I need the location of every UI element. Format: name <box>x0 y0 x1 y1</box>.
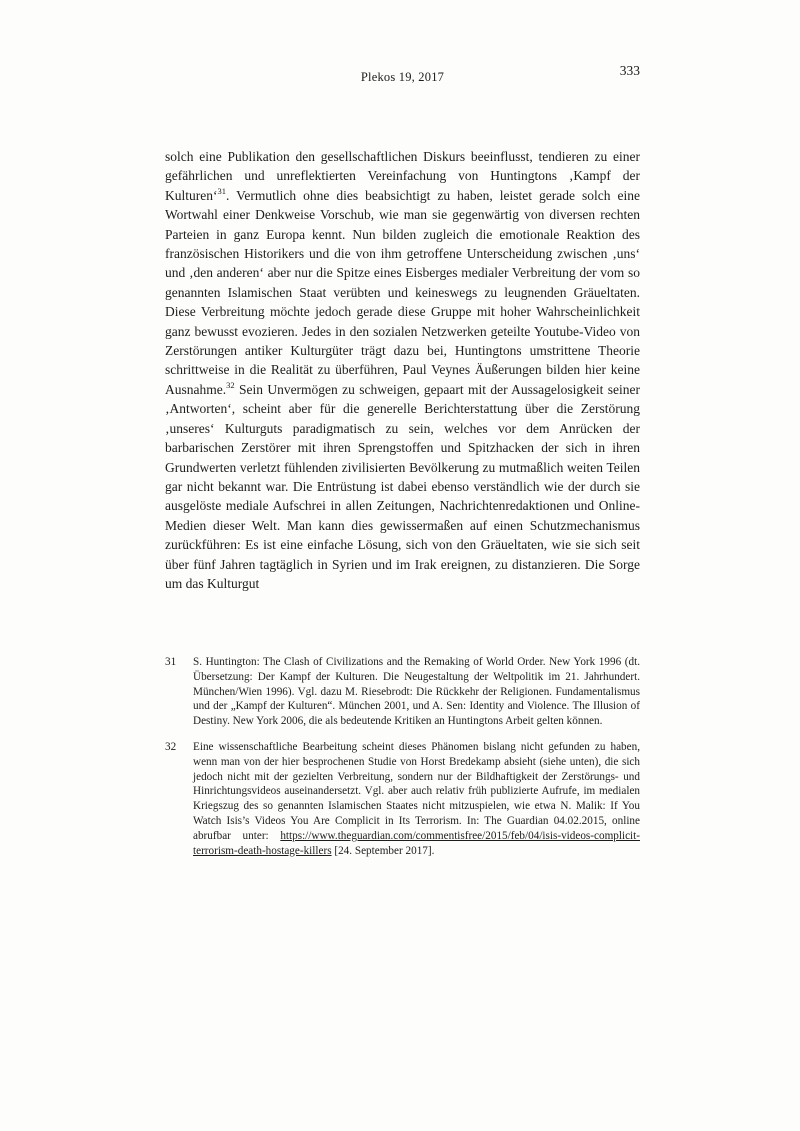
page-number: 333 <box>619 63 640 78</box>
footnote-text <box>193 740 640 858</box>
journal-title: Plekos 19, 2017 <box>360 70 445 84</box>
footnote-32 <box>165 740 640 858</box>
footnote-ref-31: 31 <box>217 186 226 197</box>
paragraph-text-segment: Sein Unvermögen zu schweigen, gepaart mit der Aussagelosigkeit seiner ‚Antworten‘, scheint aber für die generelle Berichterstattung über die Zerstörung ‚unseres‘ Kulturguts paradigmatisch zu sein, welches vor dem Anrücken der barbarischen Zerstörer mit ihren Sprengstoffen und Spitzhacken der sich in ihren Grundwerten verletzt fühlenden zivilisierten Bevölkerung zu mutmaßlich weiten Teilen gar nicht bekannt war. Die Entrüstung ist dabei ebenso verständlich wie der durch sie ausgelöste mediale Aufschrei in allen Zeitungen, Nachrichtenredaktionen und Online-Medien dieser Welt. Man kann dies gewissermaßen auf einen Schutzmechanismus zurückführen: Es ist eine einfache Lösung, sich von den Gräueltaten, wie sie sich seit über fünf Jahren tagtäglich in Syrien und im Irak ereignen, zu distanzieren. Die Sorge um das Kulturgut <box>165 381 640 591</box>
footnote-text-segment: Eine wissenschaftliche Bearbeitung scheint dieses Phänomen bislang nicht gefunden zu haben, wenn man von der hier besprochenen Studie von Horst Bredekamp absieht (siehe unten), die sich jedoch nicht mit der gezielten Verbreitung, sondern nur der Bildhaftigkeit der Zerstörungs- und Hinrichtungsvideos auseinandersetzt. Vgl. aber auch relativ früh publizierte Aufrufe, im medialen Kriegszug des so genannten Islamischen Staates nicht mitzuspielen, wie etwa N. Malik: If You Watch Isis’s Videos You Are Complicit in Its Terrorism. In: The Guardian 04.02.2015, online abrufbar unter: <box>193 740 640 842</box>
guardian-url-link[interactable]: https://www.theguardian.com/commentisfree/2015/feb/04/isis-videos-complicit-terrorism-death-hostage-killers <box>193 829 640 857</box>
footnote-31 <box>165 655 640 729</box>
footnote-ref-32: 32 <box>226 380 235 391</box>
footnote-number: 31 <box>165 656 177 668</box>
main-text <box>165 147 640 593</box>
paragraph-text-segment: . Vermutlich ohne dies beabsichtigt zu haben, leistet gerade solch eine Wortwahl einer Denkweise Vorschub, wie man sie gegenwärtig von diversen rechten Parteien in ganz Europa kennt. Nun bilden zugleich die emotionale Reaktion des französischen Historikers und die von ihm getroffene Unterscheidung zwischen ‚uns‘ und ‚den anderen‘ aber nur die Spitze eines Eisberges medialer Verbreitung der vom so genannten Islamischen Staat verübten und keineswegs zu leugnenden Gräueltaten. Diese Verbreitung möchte jedoch gerade diese Gruppe mit hoher Wahrscheinlichkeit ganz bewusst evozieren. Jedes in den sozialen Netzwerken geteilte Youtube-Video von Zerstörungen antiker Kulturgüter trägt dazu bei, Huntingtons umstrittene Theorie schrittweise in die Realität zu überführen, Paul Veynes Äußerungen bilden hier keine Ausnahme. <box>165 187 640 397</box>
footnote-text <box>193 655 640 729</box>
main-paragraph <box>165 147 640 593</box>
footnote-text-segment: [24. September 2017]. <box>331 844 435 857</box>
footnote-number: 32 <box>165 740 177 753</box>
footnotes-section <box>165 655 640 869</box>
footnote-text-segment: S. Huntington: The Clash of Civilizations and the Remaking of World Order. New York 1996 (dt. Übersetzung: Der Kampf der Kulturen. Die Neugestaltung der Weltpolitik im 21. Jahrhundert. München/Wien 1996). Vgl. dazu M. Riesebrodt: Die Rückkehr der Religionen. Fundamentalismus und der „Kampf der Kulturen“. München 2001, und A. Sen: Identity and Violence. The Illusion of Destiny. New York 2006, die als bedeutende Kritiken an Huntingtons Arbeit gelten können. <box>193 656 640 728</box>
paragraph-text-segment: solch eine Publikation den gesellschaftlichen Diskurs beeinflusst, tendieren zu einer gefährlichen und unreflektierten Vereinfachung von Huntingtons ‚Kampf der Kulturen‘ <box>165 149 640 203</box>
page-header <box>165 63 640 87</box>
